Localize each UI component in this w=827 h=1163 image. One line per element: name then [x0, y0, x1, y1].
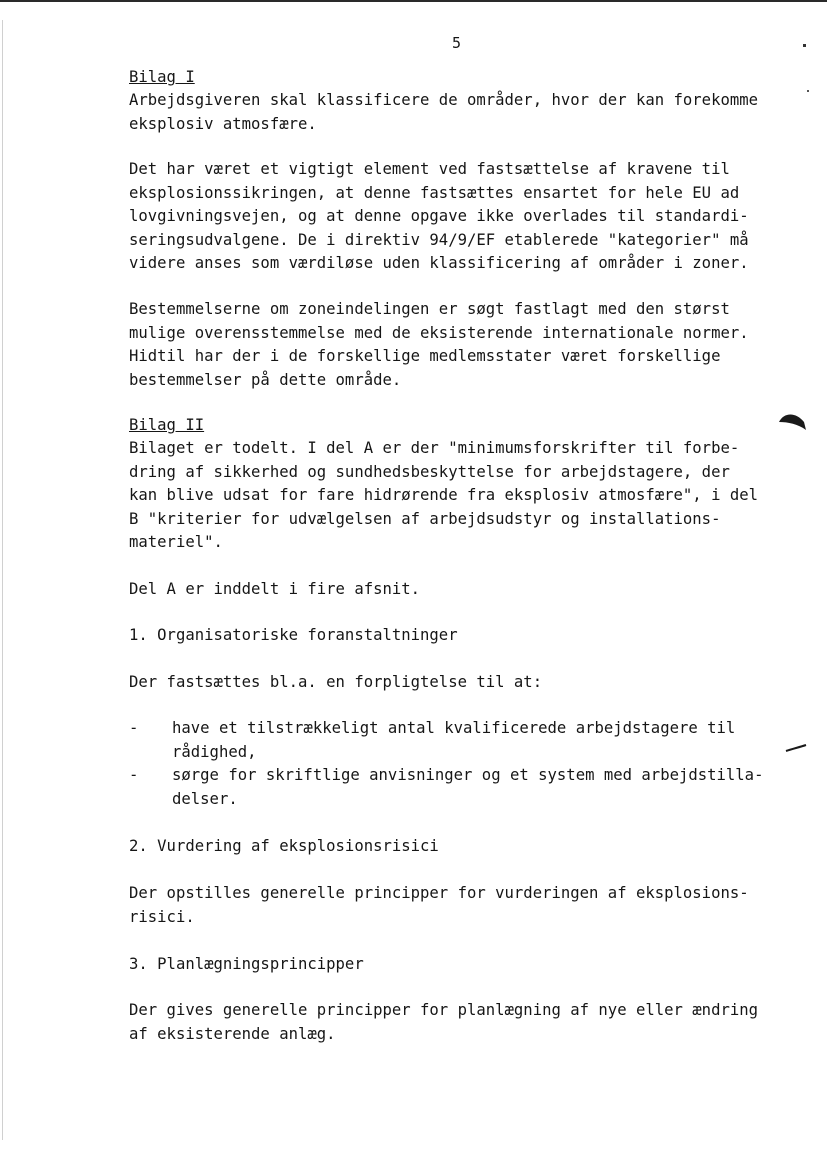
bilag-1-paragraph-1: Det har været et vigtigt element ved fastsættelse af kravene til eksplosionssikringen, at denne fastsættes ensartet for hele EU ad lovgivningsvejen, og at denne opgave ikke overlades til standardi- seringsudvalgene. De i direktiv 94/9/EF etablerede "kategorier" må videre anses som værdiløse uden klassificering af områder i zoner. [129, 160, 749, 272]
bilag-1-lead-paragraph: Arbejdsgiveren skal klassificere de områder, hvor der kan forekomme eksplosiv atmosfære. [129, 91, 759, 133]
bilag-1-heading: Bilag I [129, 68, 195, 86]
scan-speck [807, 90, 809, 92]
list-item-text: have et tilstrækkeligt antal kvalificerede arbejdstagere til rådighed, [172, 719, 736, 761]
page-top-border [0, 0, 827, 2]
scan-stroke-mark [784, 743, 808, 755]
section-2-text: Der opstilles generelle principper for vurderingen af eksplosions- risici. [129, 884, 749, 926]
section-2-title: 2. Vurdering af eksplosionsrisici [129, 837, 439, 855]
page-number: 5 [452, 34, 462, 52]
bilag-2-heading: Bilag II [129, 416, 205, 434]
scan-speck [803, 44, 806, 47]
section-3-text: Der gives generelle principper for planlægning af nye eller ændring af eksisterende anlæg. [129, 1001, 759, 1043]
list-dash: - [129, 719, 139, 737]
section-1-title: 1. Organisatoriske foranstaltninger [129, 626, 458, 644]
section-1-text: Der fastsættes bl.a. en forpligtelse til at: [129, 673, 543, 691]
section-3-title: 3. Planlægningsprincipper [129, 955, 364, 973]
list-dash: - [129, 766, 139, 784]
scan-smudge-mark [776, 410, 808, 434]
bilag-2-intro-paragraph: Bilaget er todelt. I del A er der "minimumsforskrifter til forbe- dring af sikkerhed og sundhedsbeskyttelse for arbejdstagere, der kan blive udsat for fare hidrørende fra eksplosiv atmosfære", i del B "kriterier for udvælgelsen af arbejdsudstyr og installations- materiel". [129, 439, 759, 551]
page-left-edge [2, 20, 3, 1140]
list-item-text: sørge for skriftlige anvisninger og et system med arbejdstilla- delser. [172, 766, 764, 808]
bilag-1-paragraph-2: Bestemmelserne om zoneindelingen er søgt fastlagt med den størst mulige overensstemmelse med de eksisterende internationale normer. Hidtil har der i de forskellige medlemsstater været forskellige bestemmelser på dette område. [129, 300, 749, 389]
del-a-sentence: Del A er inddelt i fire afsnit. [129, 580, 421, 598]
